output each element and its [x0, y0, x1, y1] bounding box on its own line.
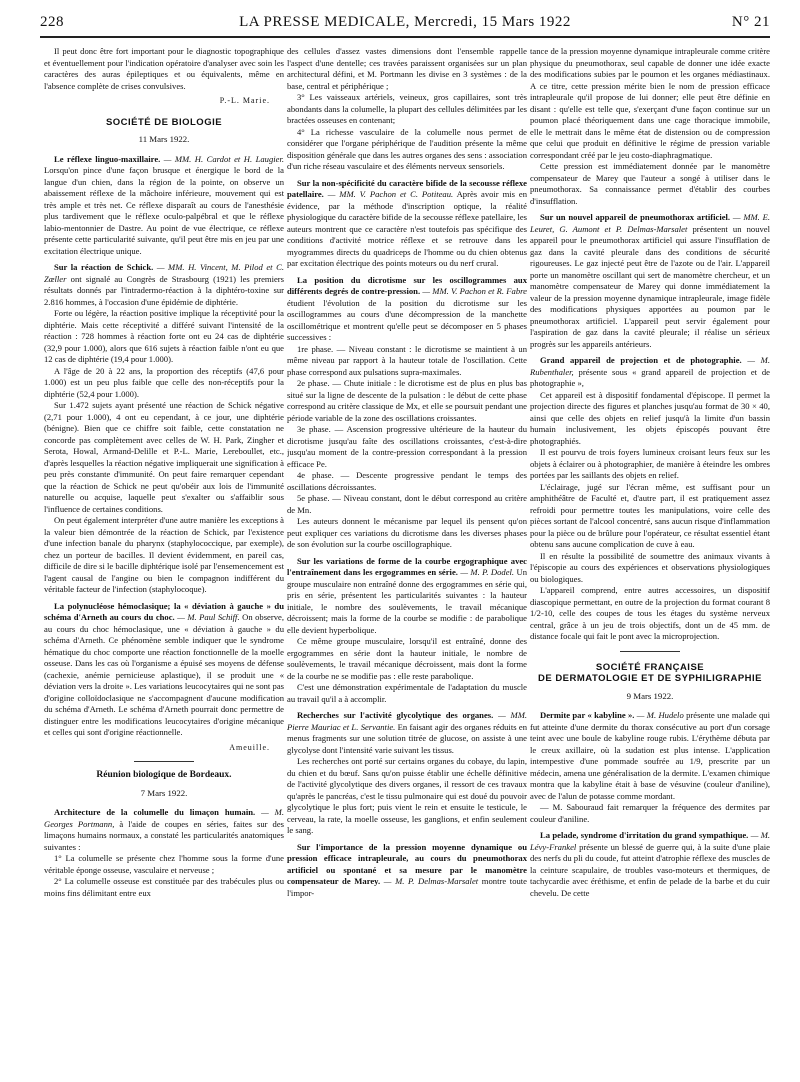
paragraph: A l'âge de 20 à 22 ans, la proportion des réceptifs (47,6 pour 1.000) est un peu plus faible que celle des non-réceptifs pour la diphtérie (52,4 pour 1.000).: [44, 365, 284, 399]
article-authors: — MM. V. Pachon et R. Fabre: [420, 286, 527, 296]
article-authors: — M. Rubenthaler,: [530, 355, 770, 377]
article: [287, 842, 527, 900]
article-authors: — M. P. Delmas-Marsalet: [380, 876, 479, 886]
article-text: ont signalé au Congrès de Strasbourg (1921) les premiers résultats donnés par l'intradermo-réaction à la diphtéro-toxine sur 2.816 hommes, à l'occasion d'une épidémie de diphtérie.: [44, 273, 284, 307]
paragraph: L'éclairage, jugé sur l'écran même, est suffisant pour un amphithéâtre de Faculté et, d'autre part, il est pratiquement assez refroidi pour permettre toutes les manipulations, voire celle des pièces sortant de l'alcool concentré, sans aucun risque d'inflammation pour la pièce ou de brûlure pour l'opérateur, ce résultat essentiel étant obtenu sans aucune complication de cuve à eau.: [530, 481, 770, 549]
article-title: Dermite par « kabyline ».: [540, 710, 635, 720]
issue-number: N° 21: [731, 14, 770, 30]
paragraph: tance de la pression moyenne dynamique intrapleurale comme critère physique du pneumothorax, seul capable de donner une idée exacte des modifications subies par le poumon et les organes médiastinaux. A ce titre, cette pression mérite bien le nom de pression efficace intrapleurale qu'il propose de lui donner; elle peut être définie en disant : qu'elle est telle que, s'exerçant d'une façon continue sur un poumon placé théoriquement dans une cage thoracique immobile, elle le mettrait dans le même état de distension ou de compression que celui que produit en définitive le régime de pression variable correspondant créé par le jeu costo-diaphragmatique.: [530, 46, 770, 160]
society-title: Réunion biologique de Bordeaux.: [96, 770, 232, 780]
article-title: La pelade, syndrome d'irritation du grand sympathique.: [540, 830, 749, 840]
paragraph: Il est pourvu de trois foyers lumineux croisant leurs feux sur les objets à éclairer ou à photographier, de manière à éteindre les ombres portées par les saillants des objets en relief.: [530, 447, 770, 480]
article-authors: — MM. H. Vincent, M. Pilod et C. Zœller: [44, 262, 284, 284]
article-text: étudient l'évolution de la position du dicrotisme sur les oscillogrammes au cours d'une décompression de la manchette oscillométrique et montrent qu'elle peut se décomposer en 5 phases successives :: [287, 297, 527, 342]
session-date: 11 Mars 1922.: [138, 134, 190, 144]
separator: [620, 651, 680, 652]
list-item: 3e phase. — Ascension progressive ultérieure de la hauteur du dicrotisme jusqu'au faîte des oscillations croissantes, c'est-à-dire jusqu'au moment de la contre-pression correspondant à la pression efficace Pe.: [287, 424, 527, 469]
article-title: Sur la réaction de Schick.: [54, 262, 154, 272]
article-text: Après avoir mis en évidence, par la méthode d'inscription optique, la réalité physiologique du caractère bifide de la secousse réflexe patellaire, les auteurs montrent que ce caractère n'est toutefois pas spécifique des conditions d'activité motrice réflexe et se retrouve dans les myogrammes directs du quadriceps de l'homme ou du chien obtenus par excitation électrique des points moteurs ou du nerf crural.: [287, 189, 527, 268]
article-authors: — M. Lévy-Frankel: [530, 830, 770, 852]
article: [530, 710, 770, 802]
paragraph: C'est une démonstration expérimentale de l'adaptation du muscle au travail qu'il a à accomplir.: [287, 682, 527, 704]
column-1: [44, 46, 284, 1072]
page-header: [40, 14, 770, 34]
header-rule: [40, 36, 770, 38]
article-text: présente sous « grand appareil de projection et de photographie »,: [530, 366, 770, 388]
page-number: 228: [40, 14, 64, 30]
paragraph: Cette pression est immédiatement donnée par le manomètre compensateur de Marey que l'auteur a songé à utiliser dans le pneumothorax. Sa connaissance permet d'établir des courbes d'insufflation.: [530, 161, 770, 206]
article-text: En faisant agir des organes réduits en menus fragments sur une solution titrée de glucose, on assiste à une glycolyse dont l'intensité varie suivant les tissus.: [287, 721, 527, 755]
article-title: Sur un nouvel appareil de pneumothorax artificiel.: [540, 212, 731, 222]
article-text: présente un blessé de guerre qui, à la suite d'une plaie des nerfs du pli du coude, fut atteint d'atrophie réflexe des muscles de la ceinture scapulaire, de troubles vaso-moteurs et thermiques, de tachycardie avec éréthisme, et enfin de pelade de la barbe et du cuir chevelu. De cette: [530, 841, 770, 898]
signature: P.-L. Marie.: [219, 96, 270, 105]
paragraph: Cet appareil est à dispositif fondamental d'épiscope. Il permet la projection directe des figures et planches jusqu'au format de 30 × 40, ainsi que celle des objets en relief jusqu'à la limite d'un bassin humain inclusivement, les objets épiscopés pouvant être photographiés.: [530, 389, 770, 446]
paragraph: — M. Sabouraud fait remarquer la fréquence des dermites par couleur d'aniline.: [530, 802, 770, 824]
paragraph: Il en résulte la possibilité de soumettre des animaux vivants à l'épiscopie au cours des expériences et observations physiologiques ou biologiques.: [530, 550, 770, 584]
society-title-line: DE DERMATOLOGIE ET DE SYPHILIGRAPHIE: [537, 673, 763, 684]
article-title: Recherches sur l'activité glycolytique des organes.: [297, 710, 494, 720]
paragraph: Les auteurs donnent le mécanisme par lequel ils pensent qu'on peut expliquer ces variations du dicrotisme dans les diverses phases de son évolution sur la courbe oscillographique.: [287, 516, 527, 549]
society-title-line: SOCIÉTÉ FRANÇAISE: [595, 661, 705, 673]
paragraph: L'appareil comprend, entre autres accessoires, un dispositif diascopique permettant, en outre de la projection du format courant 8 1/2-10, celle des coupes de tous les étages du système nerveux central, grâce à un jeu de trois objectifs, dont un de 45 mm. de distance focale qui fait le pont avec la microprojection.: [530, 585, 770, 641]
article-authors: — M. Georges Portmann,: [44, 807, 284, 829]
article-text: présente une malade qui fut atteinte d'une dermite du thorax consécutive au port d'un corsage teint avec une boule de kabyline rouge rubis. L'érythème débuta par le creux axillaire, où la sudation est plus intense. L'application intempestive d'une pommade soufrée au 1/9, prescrite par un médecin, amena une généralisation de la dermite. L'examen chimique montra que la kabyline était à base de vésuvine (couleur d'aniline), avec de l'alun de potasse comme mordant.: [530, 710, 770, 801]
article: [530, 212, 770, 350]
paragraph: Sur 1.472 sujets ayant présenté une réaction de Schick négative (2,71 pour 1.000), 4 ont eu cependant, à ce jour, une diphtérie (bénigne). Bien que ce chiffre soit faible, cette constatation ne concorde pas complètement avec celles de W. H. Park, Zingher et Serota, Howal, Armand-Delille et P.-L. Marie, Lereboullet, etc., d'après lesquelles la réaction négative impliquerait une signification à peu près constante d'immunité. On peut faire remarquer cependant que la réaction de Schick ne peut qu'obéir aux lois de l'immunité naturelle ou acquise, laquelle peut s'exalter ou s'affaiblir sous l'influence de certaines conditions.: [44, 400, 284, 514]
article-title: Grand appareil de projection et de photographie.: [540, 355, 742, 365]
article-authors: — M. Paul Schiff.: [174, 612, 240, 622]
article-title: La position du dicrotisme sur les oscillogrammes aux différents degrés de contre-pression.: [287, 274, 527, 296]
list-item: 5e phase. — Niveau constant, dont le début correspond au critère de Mn.: [287, 493, 527, 515]
article: [530, 830, 770, 899]
article-title: Sur les variations de forme de la courbe ergographique avec l'entraînement dans les ergogrammes en série.: [287, 555, 527, 577]
article-title: La polynucléose hémoclasique; la « déviation à gauche » du schéma d'Arneth au cours du choc.: [44, 600, 284, 622]
article-title: Le réflexe linguo-maxillaire.: [54, 153, 161, 164]
column-3: [530, 46, 770, 1072]
article-text: Un groupe musculaire non entraîné donne des ergogrammes en série qui, pris en série, présentent les particularités suivantes : la hauteur initiale, le nombre des soulèvements, le travail mécanique décroissent; mais la forme de la courbe se modifie : de parabolique elle devient hyperbolique.: [287, 567, 527, 635]
article-text: présentent un nouvel appareil pour le pneumothorax artificiel qui assure l'insufflation de gaz dans la cavité pleurale dans des conditions de sécurité rigoureuses. Le gaz injecté peut être de l'azote ou de l'air. L'appareil porte un manomètre oscillant qui sert de manomètre chercheur, et un manomètre compensateur de Marey qui donne immédiatement la valeur de la pression moyenne dynamique intrapleurale, image fidèle des modifications physiques apportées au poumon par le pneumothorax artificiel. L'appareil peut servir également pour l'aspiration de gaz dans la cavité pleurale; il réalise un sérieux progrès sur les appareils antérieurs.: [530, 223, 770, 349]
article: [530, 355, 770, 390]
article: [44, 154, 284, 258]
article-authors: — MM. E. Leuret, G. Aumont et P. Delmas-Marsalet: [530, 212, 770, 234]
article-authors: — MM. Pierre Mauriac et L. Servantie.: [287, 710, 527, 732]
list-item: 3° Les vaisseaux artériels, veineux, gros capillaires, sont très abondants dans la columelle, la plupart des cellules délimitées par les bractées osseuses en contenant;: [287, 92, 527, 125]
article-title: Architecture de la columelle du limaçon humain.: [54, 807, 256, 817]
column-2: [287, 46, 527, 1072]
article-authors: — M. Hudelo: [634, 710, 684, 720]
paragraph: Les recherches ont porté sur certains organes du cobaye, du lapin, du chien et du bœuf. Sans qu'on puisse établir une échelle définitive de l'activité glycolytique des divers organes, il ressort de ces travaux qu'après le pancréas, c'est le tissu pulmonaire qui est doué du pouvoir glycolytique le plus fort; puis vient le rein et ensuite le testicule, le cerveau, la rate, la moelle osseuse, les ganglions, et enfin seulement le sang.: [287, 756, 527, 835]
paragraph: Ce même groupe musculaire, lorsqu'il est entraîné, donne des ergogrammes en série dont la hauteur initiale, le nombre de soulèvements, le travail mécanique décroissent, mais dont la forme de la courbe ne se modifie pas : elle reste parabolique.: [287, 636, 527, 681]
paragraph: des cellules d'assez vastes dimensions dont l'ensemble rappelle l'aspect d'une dentelle; ces travées paraissent organisées sur un plan architectural défini, et M. Portmann les divise en 3 systèmes : de la base, central et périphérique ;: [287, 46, 527, 91]
list-item: 2e phase. — Chute initiale : le dicrotisme est de plus en plus bas situé sur la ligne de descente de la pulsation : le début de cette phase correspond au critère classique de Mx, et elle se poursuit pendant une période variable de la zone des oscillations croissantes.: [287, 378, 527, 423]
article-title: Sur la non-spécificité du caractère bifide de la secousse réflexe patellaire.: [287, 177, 527, 199]
session-date: 7 Mars 1922.: [140, 787, 188, 798]
paragraph: On peut également interpréter d'une autre manière les exceptions à la valeur bien démontrée de la réaction de Schick, par l'existence d'une infection banale du pharynx (staphylococcique, par exemple), chez un porteur de bacilles. Il devient évidemment, en pareil cas, difficile de dire si le bacille diphtérique isolé par l'ensemencement est l'agent causal de l'angine ou bien le compagnon indifférent du véritable facteur de l'infection (staphylocoque).: [44, 515, 284, 594]
society-title: [530, 662, 770, 685]
list-item: 2° La columelle osseuse est constituée par des trabécules plus ou moins fins délimitant entre eux: [44, 876, 284, 898]
separator: [134, 761, 194, 762]
list-item: 1° La columelle se présente chez l'homme sous la forme d'une véritable éponge osseuse, vasculaire et nerveuse ;: [44, 853, 284, 875]
article: [287, 710, 527, 756]
paragraph: Il peut donc être fort important pour le diagnostic topographique et éventuellement pour l'indication opératoire d'analyser avec soin les caractères des auras épileptiques et ou équivalents, même en l'absence complète de crises convulsives.: [44, 46, 284, 91]
article-authors: — MM. H. Cardot et H. Laugier.: [160, 153, 284, 164]
article: [287, 556, 527, 637]
article: [44, 262, 284, 308]
article-text: à l'aide de coupes en séries, faites sur des limaçons humains normaux, a constaté les particularités anatomiques suivantes :: [44, 818, 284, 852]
session-date: 9 Mars 1922.: [626, 690, 674, 701]
article-authors: — MM. V. Pachon et C. Potiteau.: [323, 189, 454, 199]
article: [287, 178, 527, 270]
journal-title: LA PRESSE MEDICALE, Mercredi, 15 Mars 1922: [239, 14, 571, 30]
signature: Ameuille.: [229, 742, 270, 752]
list-item: 1re phase. — Niveau constant : le dicrotisme se maintient à un même niveau par rapport à la hauteur totale de l'oscillation. Cette phase correspond aux pulsations supra-maximales.: [287, 343, 527, 377]
paragraph: Forte ou légère, la réaction positive implique la réceptivité pour la diphtérie. Mais cette réceptivité a différé suivant l'intensité de la réaction : 728 hommes à réaction forte ont eu 24 cas de diphtérie (32,9 pour 1.000), alors que 616 sujets à réaction faible n'ont eu que 12 cas de diphtérie (19,4 pour 1.000).: [44, 308, 284, 364]
list-item: 4e phase. — Descente progressive pendant le temps des oscillations décroissantes.: [287, 470, 527, 492]
article-text: montre toute l'impor-: [287, 876, 527, 898]
article: [44, 807, 284, 853]
article: [44, 601, 284, 739]
article-text: On observe, au cours du choc hémoclasique, une « déviation à gauche » du schéma d'Arneth. Ce phénomène semble indiquer que le syndrome hématique du choc comporte une réaction fonctionnelle de la moelle osseuse. Dans les cas où l'organisme a épuisé ses moyens de défense (cachexie, anémie pernicieuse aplastique), il se produit une « déviation vers la droite ». Les variations leucocytaires qui ne sont pas d'origine colloïdoclasique ne s'accompagnent d'aucune modification du schéma d'Arneth. Le schéma d'Arneth pourrait donc permettre de distinguer entre les modifications leucocytaires d'origine mécanique et celles qui sont d'origine réactionnelle.: [44, 612, 284, 737]
article-text: Lorsqu'on pince d'une façon brusque et énergique le bord de la langue d'un chien, dans la région de la pointe, on observe un abaissement réflexe de la mâchoire inférieure, mouvement qui est très ample et très net. Ce réflexe disparaît au cours de l'anesthésie plus tardivement que le réflexe oculo-palpébral et que le réflexe labio-mentonnier de Dastre. Au point de vue électrique, ce réflexe présente cette particularité suivante, qu'il peut être mis en jeu par une excitation électrique unique.: [44, 165, 284, 256]
article-authors: — M. P. Dodel.: [457, 567, 515, 577]
list-item: 4° La richesse vasculaire de la columelle nous permet de considérer que l'organe périphérique de l'audition présente la même disposition générale que dans les autres organes des sens : association d'un riche réseau vasculaire et des éléments nerveux sensoriels.: [287, 126, 527, 171]
article-title: Sur l'importance de la pression moyenne dynamique ou pression efficace intrapleurale, au cours du pneumothorax artificiel ou spontané et sa mesure par le manomètre compensateur de Marey.: [287, 841, 527, 886]
society-title: SOCIÉTÉ DE BIOLOGIE: [105, 116, 223, 128]
article: [287, 275, 527, 344]
